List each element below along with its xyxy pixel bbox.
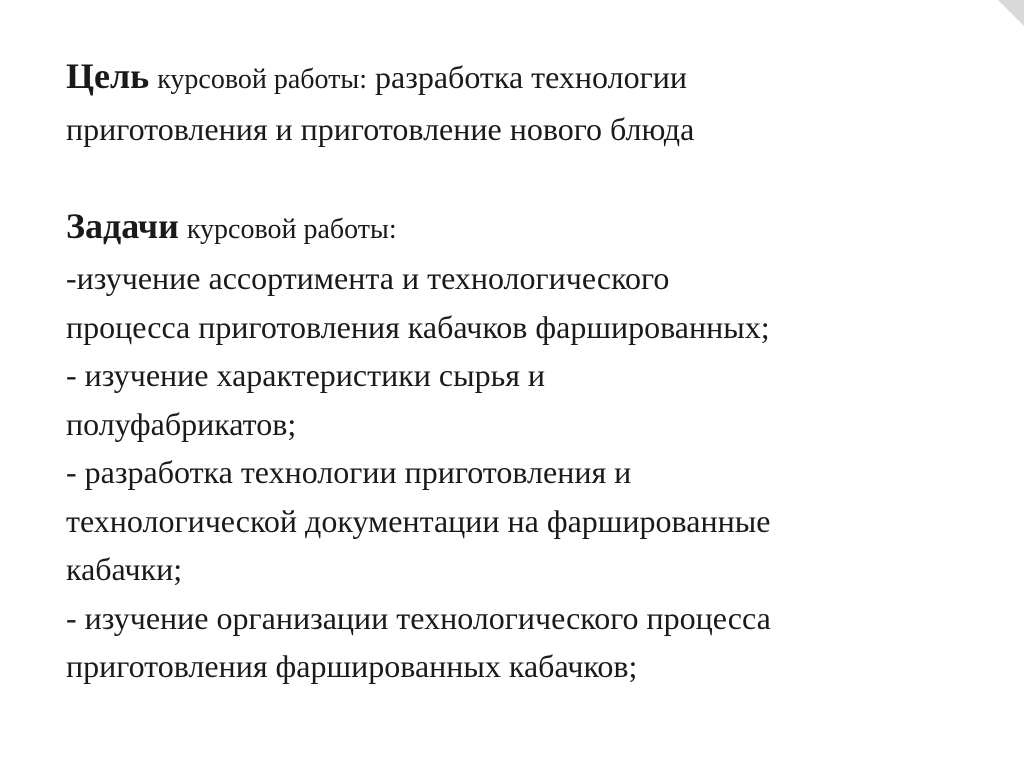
tasks-heading-line: [66, 202, 976, 255]
task-line: технологической документации на фаршированные: [66, 502, 771, 539]
goal-label: курсовой работы:: [157, 64, 367, 95]
task-line: - разработка технологии приготовления и: [66, 454, 632, 490]
task-line: полуфабрикатов;: [66, 405, 297, 442]
task-line: процесса приготовления кабачков фаршированных;: [66, 308, 770, 345]
goal-text-line1: разработка технологии: [375, 59, 687, 95]
goal-keyword: Цель: [66, 56, 150, 96]
goal-text-line2: приготовления и приготовление нового блюда: [66, 110, 695, 147]
slide-content: [66, 52, 976, 691]
task-line: кабачки;: [66, 551, 183, 587]
goal-heading-line: [66, 52, 976, 105]
task-line: - изучение организации технологического процесса: [66, 599, 771, 636]
task-line: -изучение ассортимента и технологического: [66, 260, 670, 296]
task-line: - изучение характеристики сырья и: [66, 357, 546, 393]
section-spacer: [66, 153, 976, 202]
task-line: приготовления фаршированных кабачков;: [66, 648, 638, 684]
tasks-keyword: Задачи: [66, 205, 179, 246]
page-corner-fold: [998, 0, 1024, 26]
tasks-label: курсовой работы:: [186, 213, 397, 245]
